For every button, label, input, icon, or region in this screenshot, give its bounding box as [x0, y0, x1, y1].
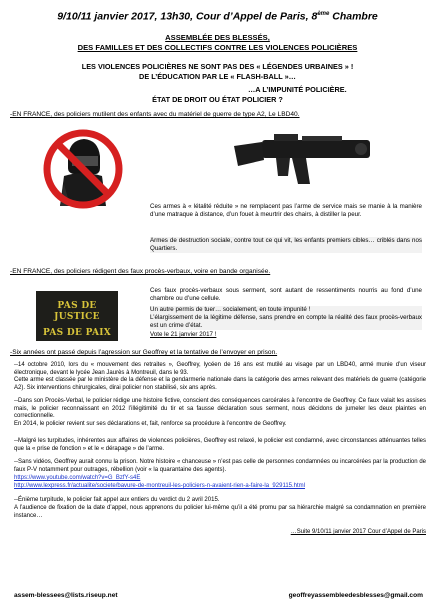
section2-paragraph-1: Ces faux procès-verbaux sous serment, sont autant de ressentiments nourris au fond d’une chambre ou d’une cellule. [150, 287, 422, 302]
assembly-line-1: ASSEMBLÉE DES BLESSÉS, [165, 33, 270, 42]
section3-paragraph-6: --Sans vidéos, Geoffrey aurait connu la prison. Notre histoire « chanceuse » n’est pas celle de personnes condamnées ou incarcérées par la production de faux P-V notamment pour outrages, rébellion (voir « la quarantaine des agents). [14, 459, 426, 473]
banner-line-2: PAS DE PAIX [42, 328, 112, 338]
slogan-line-1: LES VIOLENCES POLICIÈRES NE SONT PAS DES « LÉGENDES URBAINES » ! [81, 62, 354, 71]
section3-paragraph-3: --Dans son Procès-Verbal, le policier rédige une histoire fictive, conscient des conséquences carcérales à l’encontre de Geoffrey. Ce faux valait les assises mais, le policier reconnaissant en 2012 l’illégitimité du tir et sa fausse déclaration sous serment, nous décidons de jumeler les deux plaintes en correctionnelle. [14, 398, 426, 420]
section3-paragraph-4: En 2014, le policier revient sur ses déclarations et, fait, renforce sa procédure à l’encontre de Geoffrey. [14, 421, 287, 427]
youtube-link[interactable]: https://www.youtube.com/watch?v=G_BzfY-s4E [14, 475, 141, 481]
lbd40-launcher-image [232, 124, 372, 190]
helmet-prohibited-icon [40, 126, 126, 212]
no-justice-banner-image [36, 291, 118, 341]
section1-heading: -EN FRANCE, des policiers mutilent des enfants avec du matériel de guerre de type A2, Le LBD40. [10, 111, 300, 118]
section3-paragraph-8: A l’audience de fixation de la date d’appel, nous apprenons du policier lui-même qu’il a été promu par sa hiérarchie malgré sa condamnation en première instance… [14, 505, 426, 519]
assembly-line-2: DES FAMILLES ET DES COLLECTIFS CONTRE LES VIOLENCES POLICIÈRES [77, 43, 358, 52]
section2-heading: -EN FRANCE, des policiers rédigent des faux procès-verbaux, voire en bande organisée. [10, 268, 271, 275]
section2-paragraph-4: Vote le 21 janvier 2017 ! [150, 331, 217, 338]
section2-paragraph-2: Un autre permis de tuer… socialement, en toute impunité ! [150, 306, 422, 314]
slogan-line-2: DE L’ÉDUCATION PAR LE « FLASH-BALL »… [139, 72, 296, 81]
section1-paragraph-1: Ces armes à « létalité réduite » ne remplacent pas l’arme de service mais se manie à la manière d’une matraque à distance, d’un fouet à meurtrir des chairs, à distiller la peur. [150, 203, 422, 218]
date-line-text: 9/10/11 janvier 2017, 13h30, Cour d’Appel de Paris, 8 [57, 10, 318, 23]
lexpress-link-row [14, 483, 434, 491]
section3-heading: -Six années ont passé depuis l’agression sur Geoffrey et la tentative de l’envoyer en prison. [10, 349, 278, 356]
section2-paragraph-3: L’élargissement de la légitime défense, sans prendre en compte la réalité des faux procès-verbaux est un crime d’état. [150, 314, 422, 329]
section3-paragraph-5: --Malgré les turpitudes, inhérentes aux affaires de violences policières, Geoffrey est relaxé, le policier est condamné, avec circonstances atténuantes telles que la « prise de fonction » et le « dérapage » de l’arme. [14, 438, 426, 452]
section1-paragraph-2: Armes de destruction sociale, contre tout ce qui vit, les enfants premiers cibles… criblés dans nos Quartiers. [150, 237, 422, 252]
section3-paragraph-1: --14 octobre 2010, lors du « mouvement des retraites », Geoffrey, lycéen de 16 ans est mutilé au visage par un LBD40, armé munie d’un viseur électronique, devant le lycée Jean Jaurès à Montreuil, dans le 93. [14, 362, 426, 376]
youtube-link-row [14, 475, 426, 483]
slogan-line-4: ÉTAT DE DROIT OU ÉTAT POLICIER ? [152, 95, 283, 104]
banner-line-1: PAS DE JUSTICE [54, 301, 100, 322]
date-line-sup: ème [317, 11, 330, 17]
continuation-note: …Suite 9/10/11 janvier 2017 Cour d’Appel de Paris [290, 529, 426, 535]
date-line-post: Chambre [329, 10, 378, 23]
footer-email-list[interactable]: assem-blessees@lists.riseup.net [14, 592, 118, 599]
lexpress-link[interactable]: http://www.lexpress.fr/actualite/societe/bavure-de-montreuil-les-policiers-n-avaient-rien-a-faire-la_929115.html [14, 483, 306, 489]
assembly-title [0, 33, 435, 53]
section3-paragraph-7: --Énième turpitude, le policier fait appel aux entiers du verdict du 2 avril 2015. [14, 497, 220, 503]
footer-email-contact[interactable]: geoffreyassembleedesblesses@gmail.com [288, 592, 423, 599]
section3-paragraph-2: Cette arme est classée par le ministère de la défense et la gendarmerie nationale dans la catégorie des armes relevant des matériels de guerre (catégorie A2). Six interventions chirurgicales, dirai policier non stabilisé, six ans après. [14, 377, 426, 391]
slogan-line-3: …A L’IMPUNITÉ POLICIÈRE. [248, 85, 347, 94]
date-location-title [0, 8, 435, 24]
